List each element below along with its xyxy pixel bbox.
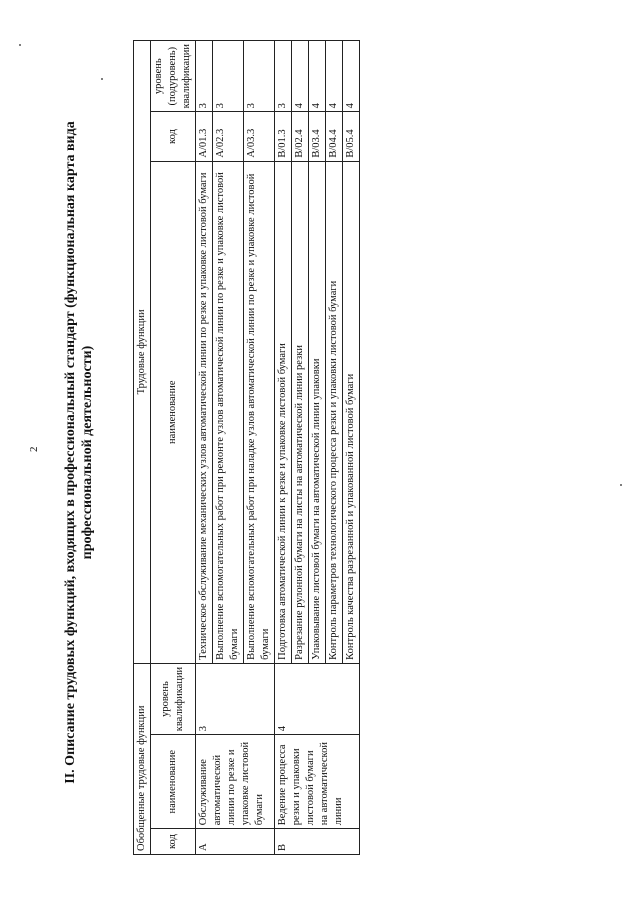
function-name: Контроль качества разрезанной и упакованной листовой бумаги <box>343 161 360 663</box>
section-heading-line-2: профессиональной деятельности) <box>80 345 95 560</box>
section-heading-line-1: II. Описание трудовых функций, входящих в профессиональный стандарт (функциональная карта вида <box>63 121 78 784</box>
header-function-level: уровень (подуровень) квалификации <box>151 41 196 112</box>
header-name: наименование <box>151 735 196 829</box>
group-level: 3 <box>196 663 275 734</box>
function-name: Техническое обслуживание механических узлов автоматической линии по резке и упаковке листовой бумаги <box>196 161 213 663</box>
function-level: 4 <box>309 41 326 112</box>
function-name: Выполнение вспомогательных работ при наладке узлов автоматической линии по резке и упаковке листовой бумаги <box>244 161 275 663</box>
function-name: Выполнение вспомогательных работ при ремонте узлов автоматической линии по резке и упаковке листовой бумаги <box>213 161 244 663</box>
function-level: 3 <box>196 41 213 112</box>
function-level: 3 <box>275 41 292 112</box>
header-code: код <box>151 829 196 855</box>
function-name: Подготовка автоматической линии к резке и упаковке листовой бумаги <box>275 161 292 663</box>
function-level: 4 <box>292 41 309 112</box>
function-code: B/01.3 <box>275 112 292 161</box>
header-function-name: наименование <box>151 161 196 663</box>
function-code: B/03.4 <box>309 112 326 161</box>
function-code: A/03.3 <box>244 112 275 161</box>
table-header-row <box>134 41 151 855</box>
function-code: B/02.4 <box>292 112 309 161</box>
function-level: 3 <box>244 41 275 112</box>
header-labor-functions: Трудовые функции <box>134 41 151 664</box>
function-level: 3 <box>213 41 244 112</box>
group-code: A <box>196 829 275 855</box>
function-code: A/02.3 <box>213 112 244 161</box>
function-level: 4 <box>326 41 343 112</box>
group-name: Ведение процесса резки и упаковки листовой бумаги на автоматической линии <box>275 735 360 829</box>
header-level: уровень квалификации <box>151 663 196 734</box>
function-code: B/04.4 <box>326 112 343 161</box>
group-name: Обслуживание автоматической линии по резке и упаковке листовой бумаги <box>196 735 275 829</box>
functional-map-table <box>133 40 360 855</box>
table-row <box>196 41 213 855</box>
page-number: 2 <box>28 446 40 452</box>
function-name: Контроль параметров технологического процесса резки и упаковки листовой бумаги <box>326 161 343 663</box>
function-code: B/05.4 <box>343 112 360 161</box>
group-level: 4 <box>275 663 360 734</box>
function-code: A/01.3 <box>196 112 213 161</box>
function-level: 4 <box>343 41 360 112</box>
header-function-code: код <box>151 112 196 161</box>
function-name: Разрезание рулонной бумаги на листы на автоматической линии резки <box>292 161 309 663</box>
table-subheader-row <box>151 41 196 855</box>
group-code: B <box>275 829 360 855</box>
header-generalized-functions: Обобщенные трудовые функции <box>134 663 151 854</box>
table-row <box>275 41 292 855</box>
function-name: Упаковывание листовой бумаги на автоматической линии упаковки <box>309 161 326 663</box>
